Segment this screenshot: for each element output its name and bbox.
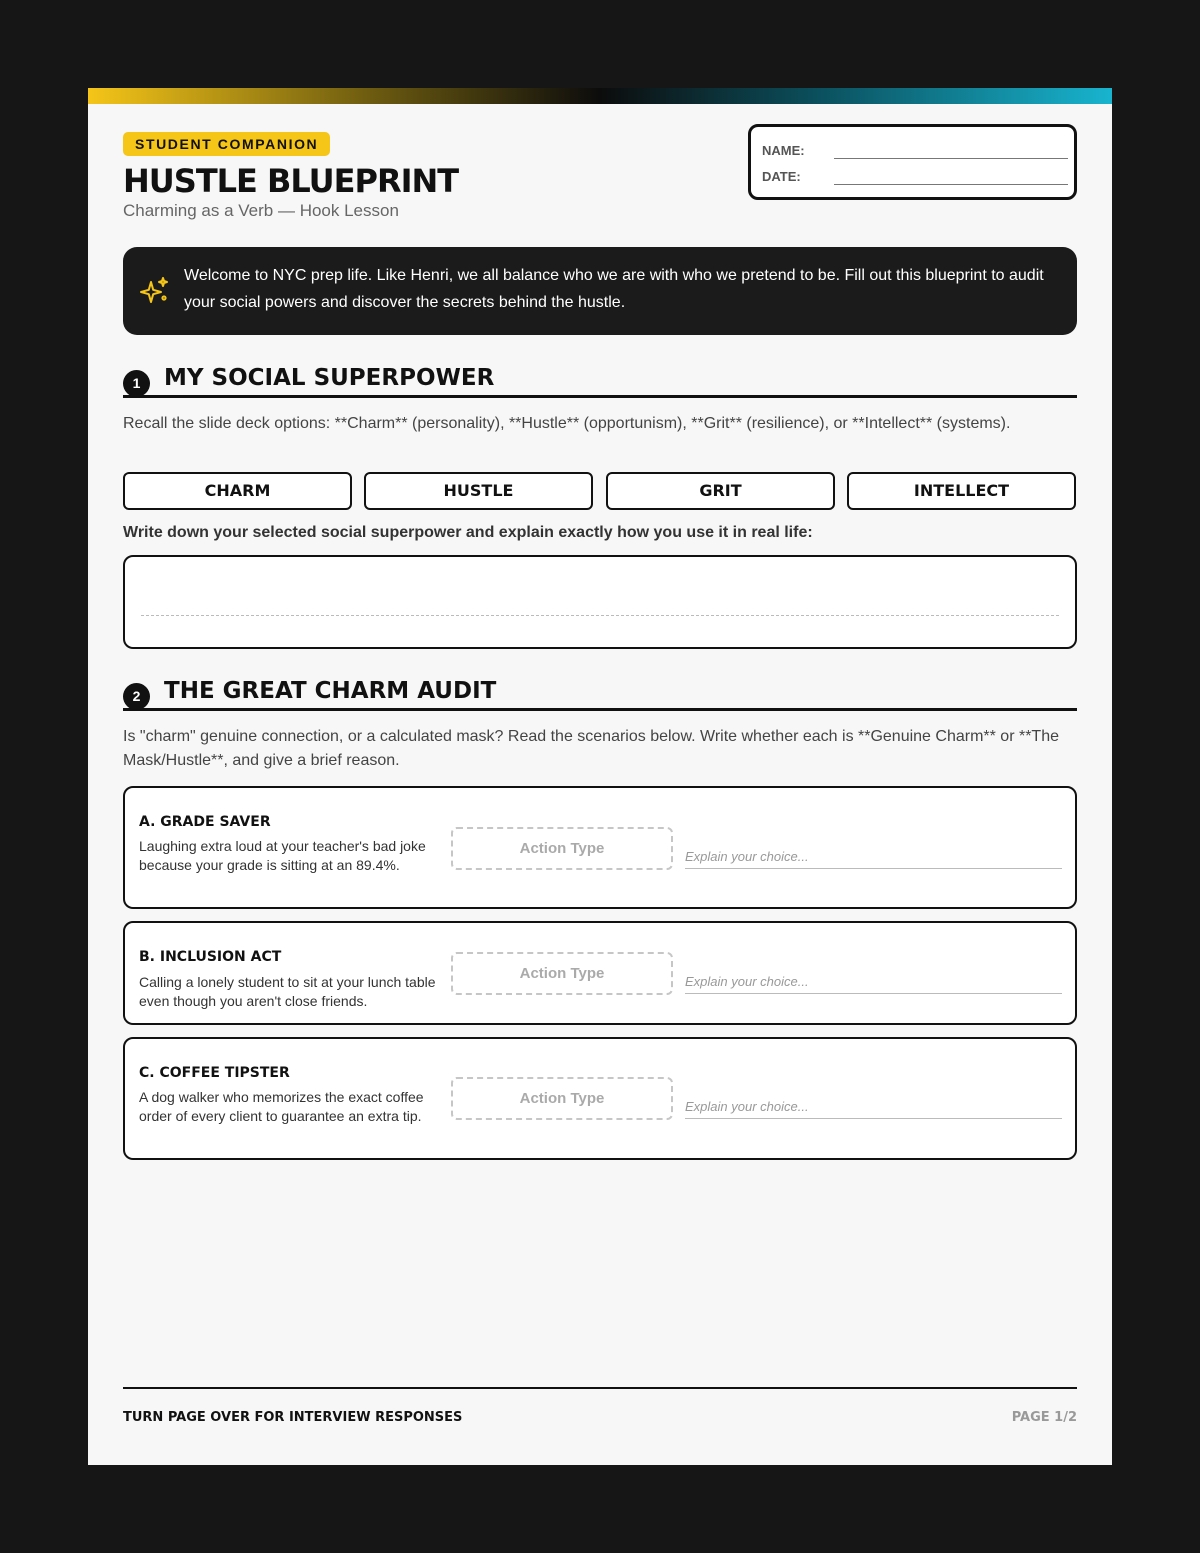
- section-1-number: 1: [123, 370, 150, 397]
- name-line[interactable]: [834, 158, 1068, 159]
- scenario-c-description: A dog walker who memorizes the exact coffee order of every client to guarantee an extra tip.: [139, 1089, 424, 1124]
- page-subtitle: Charming as a Verb — Hook Lesson: [123, 201, 399, 220]
- page-title: HUSTLE BLUEPRINT: [123, 162, 459, 200]
- section-1-description: Recall the slide deck options: **Charm** (personality), **Hustle** (opportunism), **Grit** (resilience), or **Intellect** (systems).: [123, 415, 1011, 432]
- section-2-description: Is "charm" genuine connection, or a calculated mask? Read the scenarios below. Write whether each is **Genuine Charm** or **The Mask/Hustle**, and give a brief reason.: [123, 728, 1059, 769]
- section-2-number: 2: [123, 683, 150, 710]
- scenario-b-title: B. INCLUSION ACT: [139, 949, 282, 965]
- scenario-a-description: Laughing extra loud at your teacher's bad joke because your grade is sitting at an 89.4%.: [139, 838, 426, 873]
- worksheet-page: [88, 88, 1112, 1465]
- scenario-a-action-type[interactable]: Action Type: [451, 827, 673, 870]
- answer-dashed-line: [141, 615, 1059, 616]
- name-label: NAME:: [762, 143, 805, 158]
- scenario-c-title: C. COFFEE TIPSTER: [139, 1065, 290, 1081]
- scenario-b-explain-field[interactable]: Explain your choice...: [685, 972, 1062, 994]
- scenario-card-c: [123, 1037, 1077, 1160]
- superpower-options: [123, 472, 1077, 510]
- sparkles-icon: [139, 275, 171, 307]
- date-label: DATE:: [762, 169, 801, 184]
- scenario-card-a: [123, 786, 1077, 909]
- gradient-top-bar: [88, 88, 1112, 104]
- option-intellect[interactable]: INTELLECT: [847, 472, 1076, 510]
- scenario-card-b: [123, 921, 1077, 1025]
- scenario-a-title: A. GRADE SAVER: [139, 814, 271, 830]
- option-hustle[interactable]: HUSTLE: [364, 472, 593, 510]
- superpower-answer-box[interactable]: [123, 555, 1077, 649]
- section-2-header: [123, 675, 1077, 711]
- option-charm[interactable]: CHARM: [123, 472, 352, 510]
- scenario-c-action-type[interactable]: Action Type: [451, 1077, 673, 1120]
- page-number: PAGE 1/2: [1011, 1410, 1077, 1425]
- scenario-a-explain-field[interactable]: Explain your choice...: [685, 847, 1062, 869]
- superpower-prompt: Write down your selected social superpower and explain exactly how you use it in real life:: [123, 524, 813, 541]
- header-badge: STUDENT COMPANION: [123, 132, 330, 156]
- scenario-b-description: Calling a lonely student to sit at your lunch table even though you aren't close friends.: [139, 974, 436, 1009]
- section-1-title: MY SOCIAL SUPERPOWER: [164, 365, 495, 391]
- date-line[interactable]: [834, 184, 1068, 185]
- date-row[interactable]: [762, 167, 1068, 187]
- footer-note: TURN PAGE OVER FOR INTERVIEW RESPONSES: [123, 1410, 463, 1425]
- scenario-b-action-type[interactable]: Action Type: [451, 952, 673, 995]
- section-2-title: THE GREAT CHARM AUDIT: [164, 678, 497, 704]
- section-1-header: [123, 362, 1077, 398]
- name-date-box: [748, 124, 1077, 200]
- scenario-c-explain-field[interactable]: Explain your choice...: [685, 1097, 1062, 1119]
- intro-text: Welcome to NYC prep life. Like Henri, we all balance who we are with who we pretend to be. Fill out this blueprint to audit your social powers and discover the secrets behind the hustle.: [184, 267, 1044, 311]
- intro-banner: [123, 247, 1077, 335]
- option-grit[interactable]: GRIT: [606, 472, 835, 510]
- footer-divider: [123, 1387, 1077, 1389]
- name-row[interactable]: [762, 141, 1068, 161]
